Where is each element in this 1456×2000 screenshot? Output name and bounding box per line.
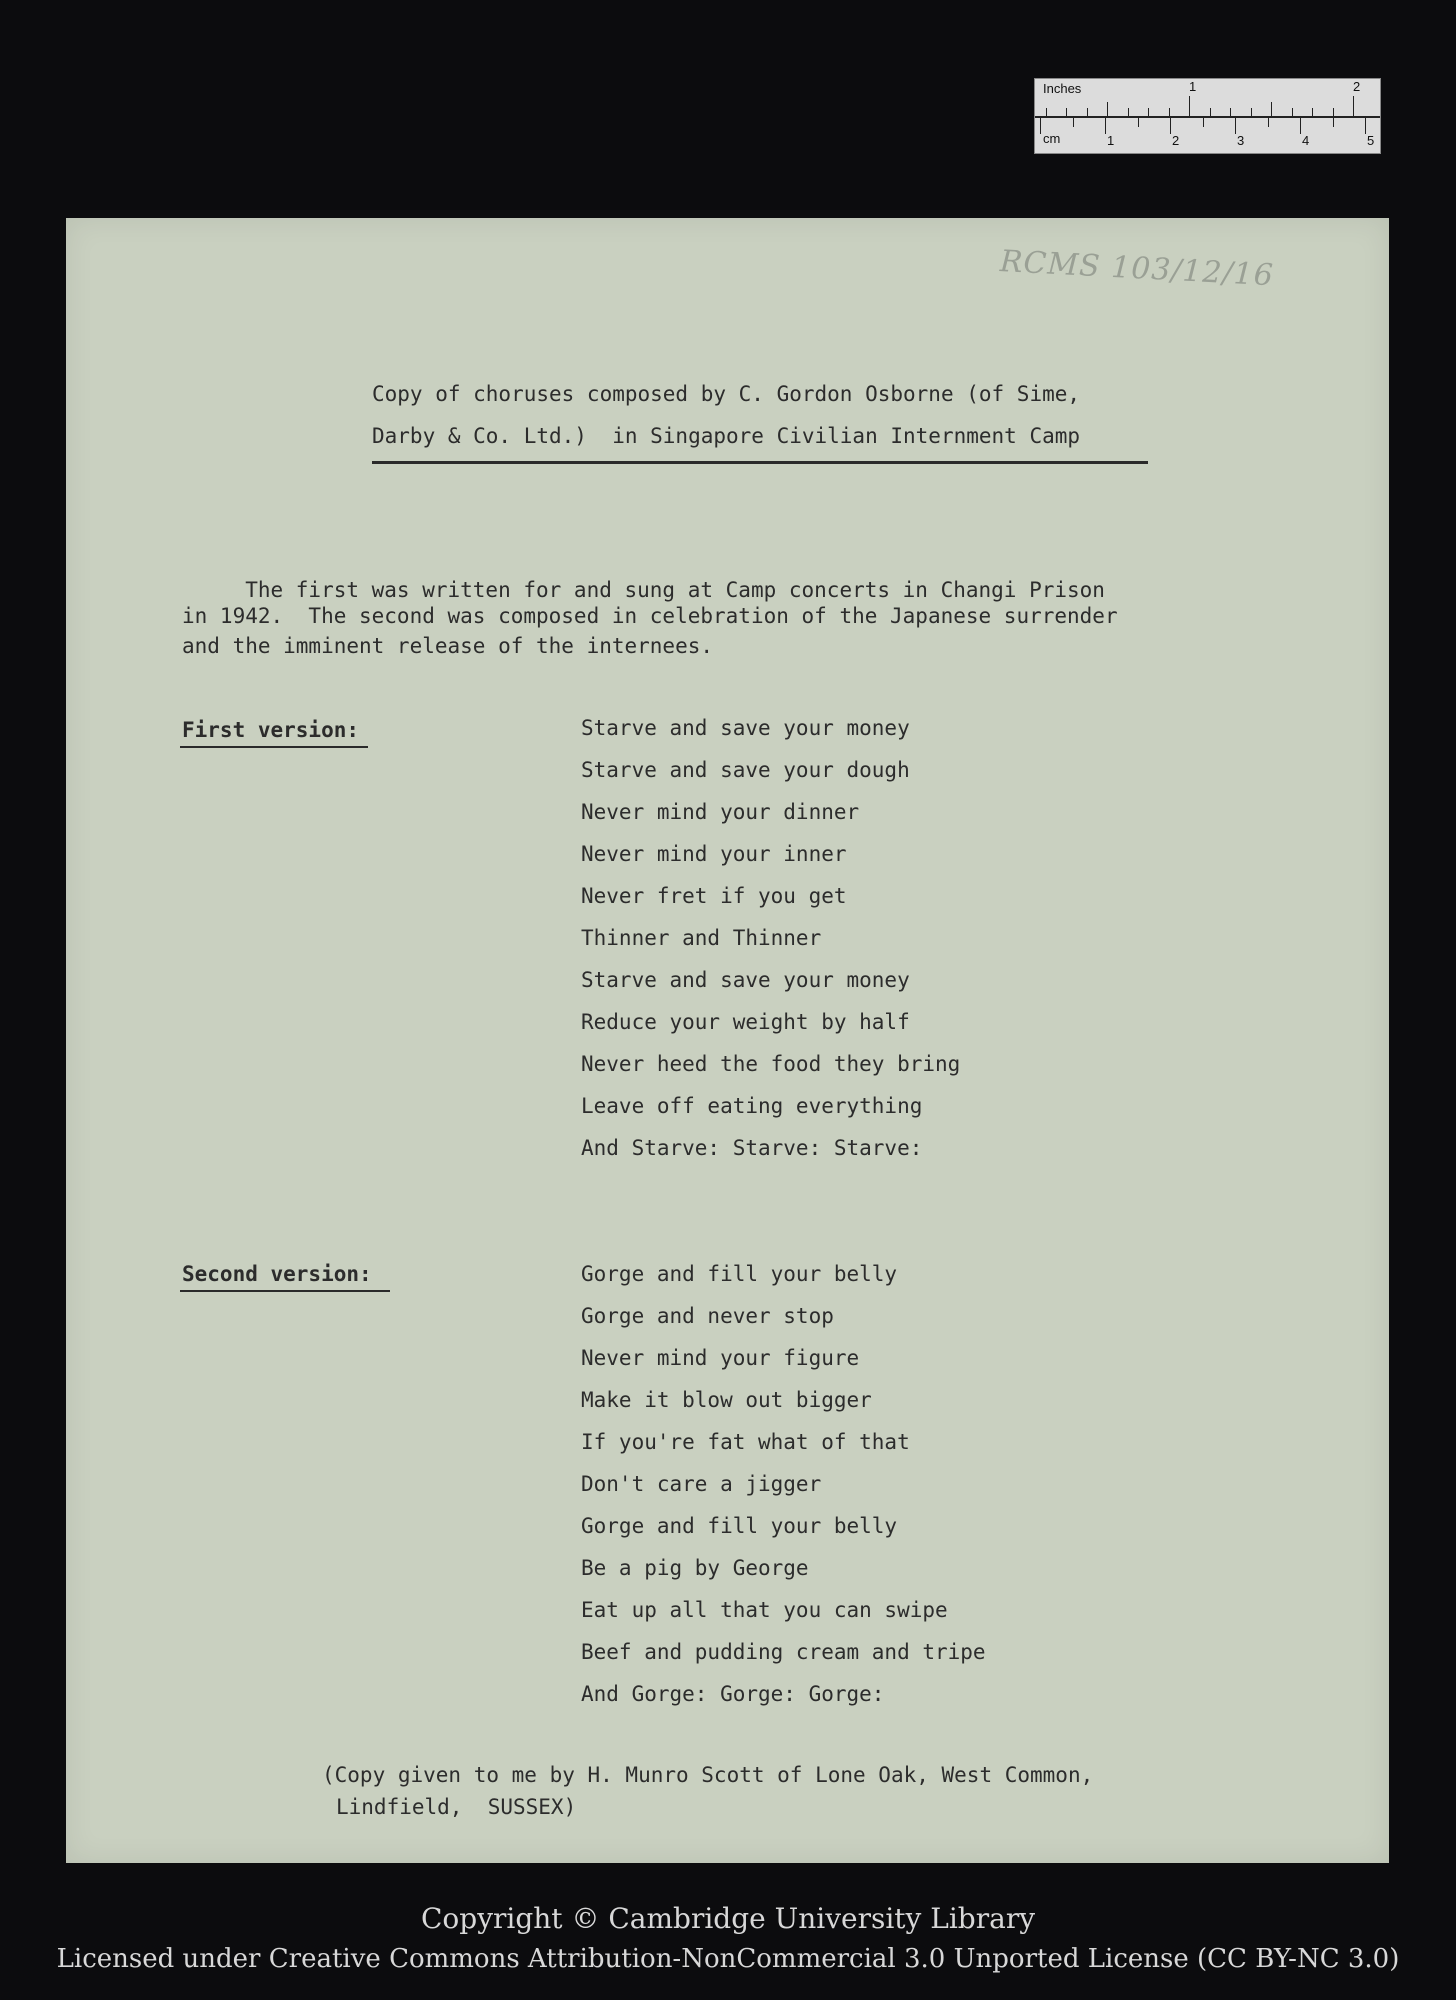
verse-line: And Starve: Starve: Starve: xyxy=(581,1136,923,1160)
ruler-tick xyxy=(1210,108,1211,116)
ruler-tick xyxy=(1230,108,1231,116)
ruler-inches-label: Inches xyxy=(1043,81,1082,96)
first-version-underline xyxy=(180,746,368,748)
ruler-inch-2: 2 xyxy=(1353,79,1361,94)
verse-line: Thinner and Thinner xyxy=(581,926,822,950)
verse-line: If you're fat what of that xyxy=(581,1430,910,1454)
ruler-tick xyxy=(1365,118,1366,134)
verse-line: Never mind your inner xyxy=(581,842,847,866)
ruler-cm-1: 1 xyxy=(1107,133,1115,148)
verse-line: Beef and pudding cream and tripe xyxy=(581,1640,986,1664)
verse-line: Gorge and fill your belly xyxy=(581,1262,898,1286)
ruler-tick xyxy=(1189,96,1190,116)
ruler-tick xyxy=(1251,108,1252,116)
verse-line: Don't care a jigger xyxy=(581,1472,822,1496)
ruler-cm-2: 2 xyxy=(1172,133,1180,148)
verse-line: Never heed the food they bring xyxy=(581,1052,961,1076)
verse-line: Never fret if you get xyxy=(581,884,847,908)
verse-line: Starve and save your dough xyxy=(581,758,910,782)
title-underline xyxy=(372,461,1148,464)
catalog-mark: RCMS 103/12/16 xyxy=(999,244,1275,294)
ruler-tick xyxy=(1312,108,1313,116)
verse-line: And Gorge: Gorge: Gorge: xyxy=(581,1682,885,1706)
ruler-tick xyxy=(1066,108,1067,116)
note-line-2: Lindfield, SUSSEX) xyxy=(336,1795,577,1819)
ruler-inch-1: 1 xyxy=(1189,79,1197,94)
ruler-tick xyxy=(1333,108,1334,116)
ruler-tick xyxy=(1046,108,1047,116)
title-line-1: Copy of choruses composed by C. Gordon Osborne (of Sime, xyxy=(372,382,1081,406)
ruler-tick xyxy=(1203,118,1204,127)
ruler-tick xyxy=(1235,118,1236,134)
intro-line-2: in 1942. The second was composed in celebration of the Japanese surrender xyxy=(182,604,1118,628)
copyright-line: Copyright © Cambridge University Library xyxy=(420,1902,1036,1935)
verse-line: Starve and save your money xyxy=(581,716,910,740)
ruler-tick xyxy=(1169,108,1170,116)
ruler-tick xyxy=(1138,118,1139,127)
first-version-heading: First version: xyxy=(182,718,360,742)
ruler-tick xyxy=(1040,118,1041,134)
verse-line: Gorge and never stop xyxy=(581,1304,834,1328)
intro-line-1: The first was written for and sung at Camp concerts in Changi Prison xyxy=(182,578,1105,602)
ruler-cm-5: 5 xyxy=(1367,133,1375,148)
ruler-tick xyxy=(1292,108,1293,116)
verse-line: Eat up all that you can swipe xyxy=(581,1598,948,1622)
verse-line: Never mind your dinner xyxy=(581,800,860,824)
verse-line: Be a pig by George xyxy=(581,1556,809,1580)
ruler-tick xyxy=(1268,118,1269,127)
note-line-1: (Copy given to me by H. Munro Scott of Lone Oak, West Common, xyxy=(322,1763,1094,1787)
second-version-underline xyxy=(180,1290,390,1292)
ruler-midline xyxy=(1035,116,1380,118)
verse-line: Gorge and fill your belly xyxy=(581,1514,898,1538)
ruler-tick xyxy=(1128,108,1129,116)
license-line: Licensed under Creative Commons Attribution-NonCommercial 3.0 Unported License (CC BY-NC 3.0) xyxy=(56,1944,1400,1974)
ruler-tick xyxy=(1353,96,1354,116)
verse-line: Starve and save your money xyxy=(581,968,910,992)
title-line-2: Darby & Co. Ltd.) in Singapore Civilian Internment Camp xyxy=(372,424,1081,448)
ruler-cm-4: 4 xyxy=(1302,133,1310,148)
ruler-tick xyxy=(1073,118,1074,127)
intro-line-3: and the imminent release of the internees. xyxy=(182,634,714,658)
verse-line: Leave off eating everything xyxy=(581,1094,923,1118)
verse-line: Make it blow out bigger xyxy=(581,1388,872,1412)
ruler-tick xyxy=(1333,118,1334,127)
ruler-tick xyxy=(1170,118,1171,134)
ruler-tick xyxy=(1300,118,1301,134)
ruler-tick xyxy=(1271,102,1272,116)
verse-line: Never mind your figure xyxy=(581,1346,860,1370)
second-version-heading: Second version: xyxy=(182,1262,372,1286)
scale-ruler xyxy=(1034,78,1381,154)
ruler-tick xyxy=(1105,118,1106,134)
verse-line: Reduce your weight by half xyxy=(581,1010,910,1034)
ruler-cm-3: 3 xyxy=(1237,133,1245,148)
ruler-tick xyxy=(1087,108,1088,116)
ruler-tick xyxy=(1148,108,1149,116)
ruler-tick xyxy=(1107,102,1108,116)
ruler-cm-label: cm xyxy=(1043,131,1061,146)
